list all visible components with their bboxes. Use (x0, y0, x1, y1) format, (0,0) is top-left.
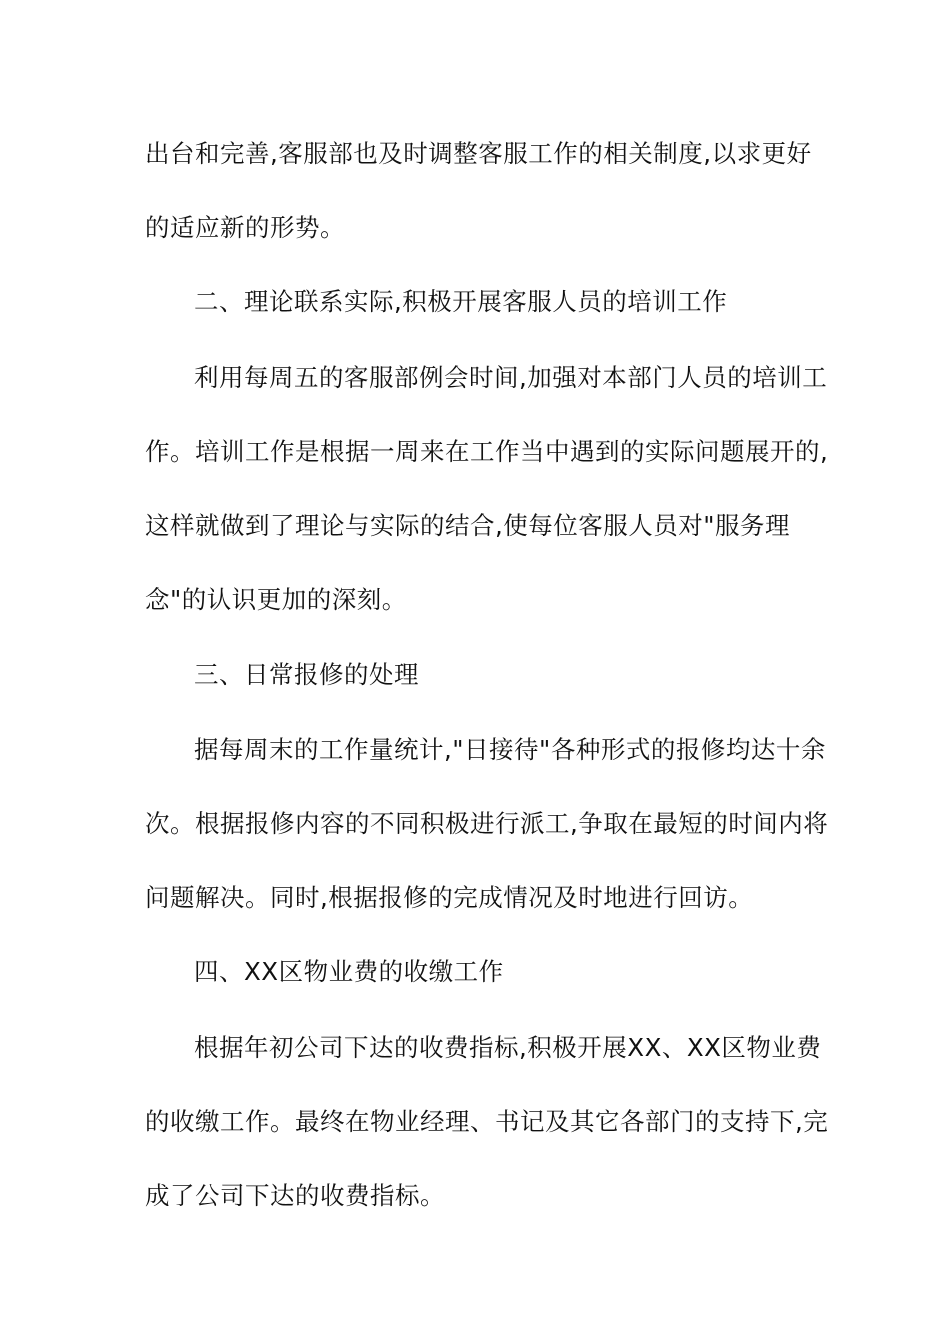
paragraph-line: 成了公司下达的收费指标。 (145, 1181, 445, 1210)
paragraph-line: 念"的认识更加的深刻。 (145, 585, 407, 614)
paragraph-line: 问题解决。同时,根据报修的完成情况及时地进行回访。 (145, 883, 754, 912)
paragraph-line: 次。根据报修内容的不同积极进行派工,争取在最短的时间内将 (145, 809, 829, 838)
paragraph-line: 据每周末的工作量统计,"日接待"各种形式的报修均达十余 (194, 735, 826, 764)
section-heading-4: 四、XX区物业费的收缴工作 (194, 957, 504, 986)
paragraph-line: 的适应新的形势。 (145, 213, 345, 242)
paragraph-line: 根据年初公司下达的收费指标,积极开展XX、XX区物业费 (194, 1033, 822, 1062)
section-heading-2: 二、理论联系实际,积极开展客服人员的培训工作 (194, 287, 728, 316)
paragraph-line: 出台和完善,客服部也及时调整客服工作的相关制度,以求更好 (145, 139, 812, 168)
paragraph-line: 的收缴工作。最终在物业经理、书记及其它各部门的支持下,完 (145, 1107, 829, 1136)
paragraph-line: 作。培训工作是根据一周来在工作当中遇到的实际问题展开的, (145, 437, 829, 466)
section-heading-3: 三、日常报修的处理 (194, 660, 419, 689)
paragraph-line: 这样就做到了理论与实际的结合,使每位客服人员对"服务理 (145, 511, 791, 540)
paragraph-line: 利用每周五的客服部例会时间,加强对本部门人员的培训工 (194, 363, 828, 392)
